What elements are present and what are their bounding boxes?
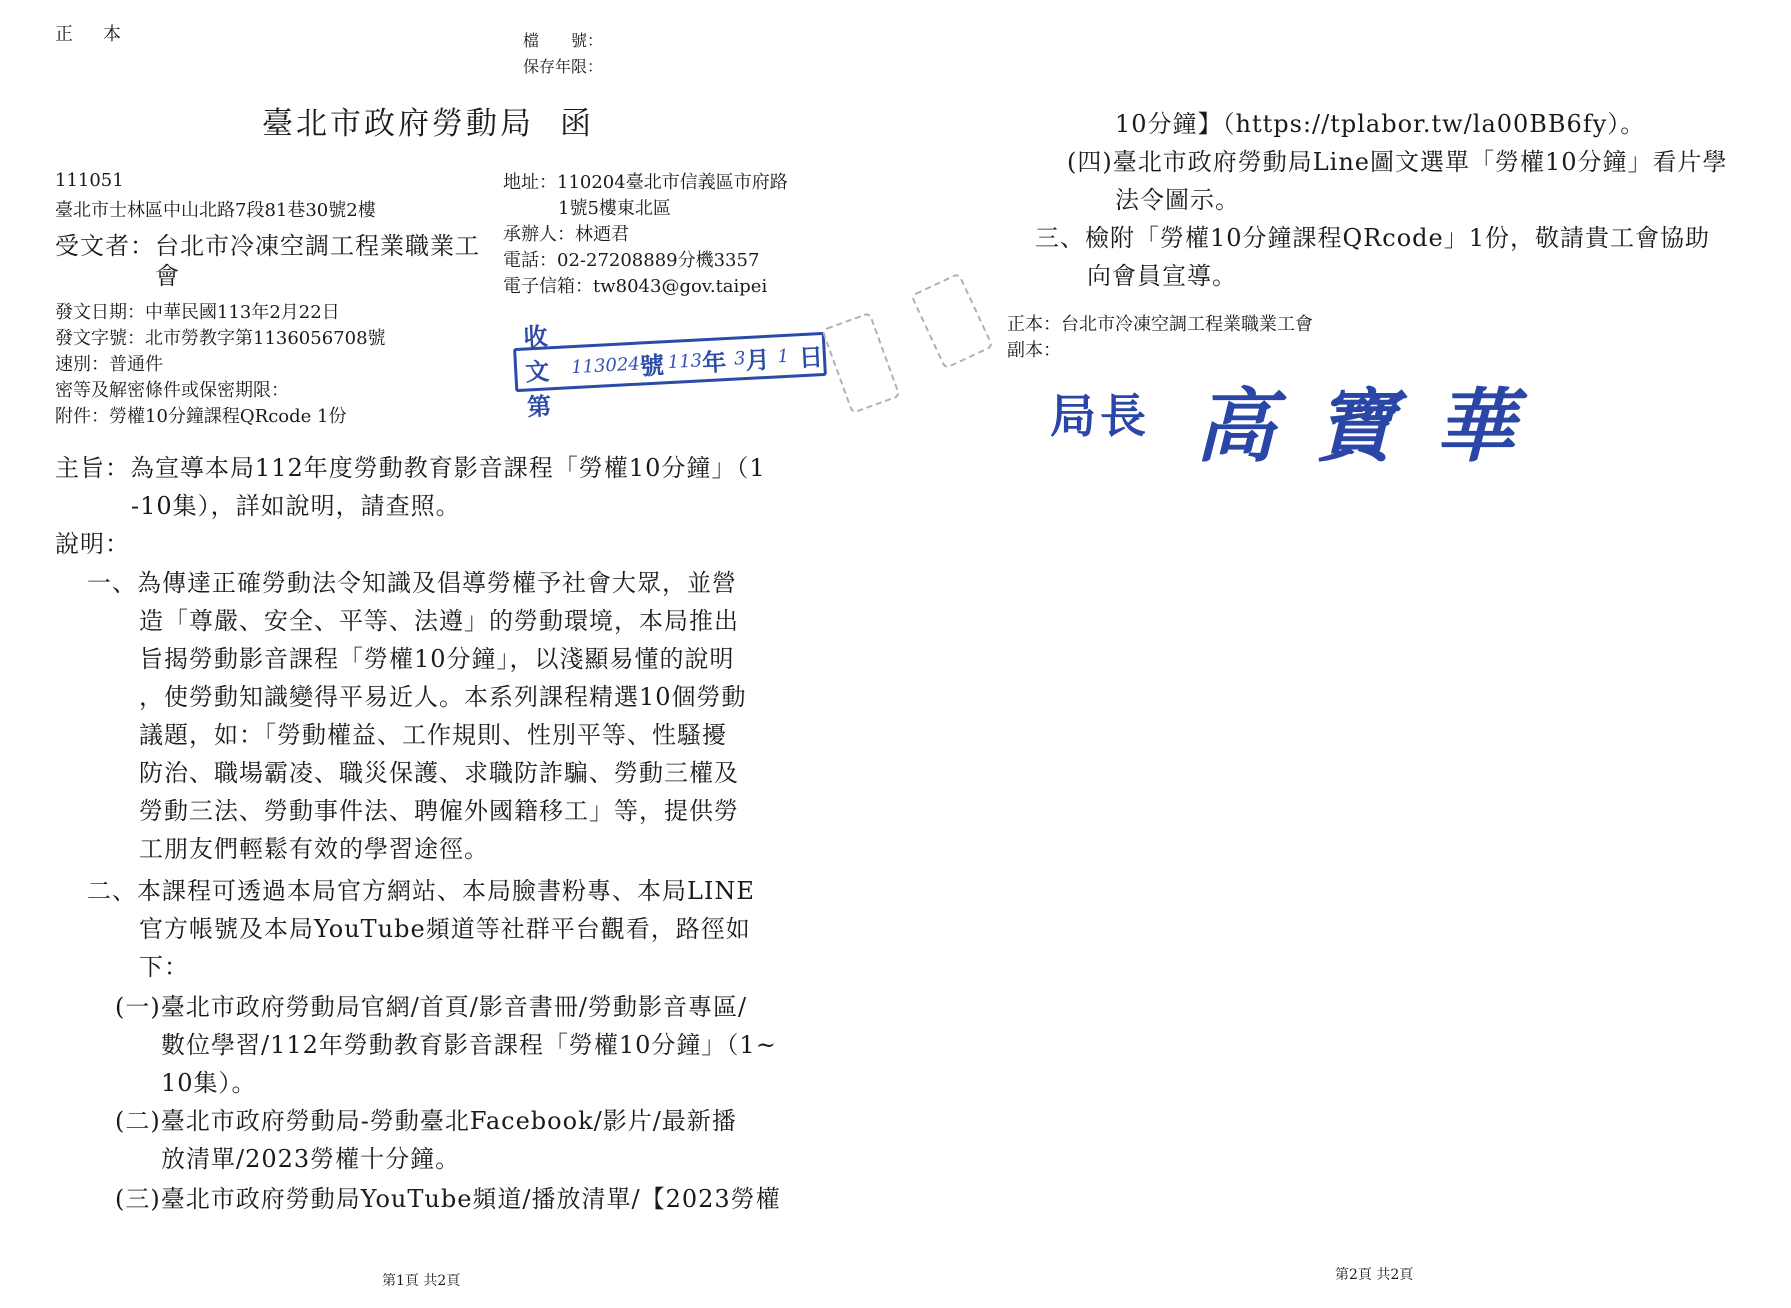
doc-title-org: 臺北市政府勞動局 [262,106,534,142]
email: 電子信箱：tw8043@gov.taipei [503,276,768,297]
stamp-ri: 日 [798,341,824,372]
recipient-line-2: 會 [155,262,179,290]
sender-address-2: 1號5樓東北區 [558,198,671,219]
stamp-nian: 年 [701,346,727,377]
page-number: 第1頁 共2頁 [382,1273,461,1289]
sub3-line: (三)臺北市政府勞動局YouTube頻道/播放清單/【2023勞權 [115,1185,781,1213]
stamp-number: 113024 [570,353,641,378]
sub4-line: 法令圖示。 [1115,186,1240,214]
sub1-line: 數位學習/112年勞動教育影音課程「勞權10分鐘」（1~ [161,1031,777,1059]
stamp-day: 1 [776,345,790,367]
attachment: 附件：勞權10分鐘課程QRcode 1份 [55,406,347,427]
stamp-received-label: 收文第 [522,320,552,422]
sub4-line: (四)臺北市政府勞動局Line圖文選單「勞權10分鐘」看片學 [1067,148,1728,176]
signature-name: 高寶華 [1195,379,1555,473]
sub2-line: (二)臺北市政府勞動局-勞動臺北Facebook/影片/最新播 [115,1107,737,1135]
item1-line: 一、為傳達正確勞動法令知識及倡導勞權予社會大眾，並營 [87,569,737,597]
item1-line: 防治、職場霸凌、職災保護、求職防詐騙、勞動三權及 [139,759,739,787]
doc-title-type: 函 [560,106,594,142]
handler: 承辦人：林迺君 [503,224,629,245]
item2-line: 二、本課程可透過本局官方網站、本局臉書粉專、本局LINE [87,877,755,905]
recipient-zip: 111051 [55,170,124,191]
item1-line: 造「尊嚴、安全、平等、法遵」的勞動環境，本局推出 [139,607,739,635]
signature-title: 局長 [1050,389,1150,443]
item1-line: 工朋友們輕鬆有效的學習途徑。 [139,835,489,863]
stamp-year: 113 [667,349,703,373]
retention-label: 保存年限： [523,57,604,76]
sub1-line: 10集）。 [161,1069,257,1097]
subject-line-1: 主旨：為宣導本局112年度勞動教育影音課程「勞權10分鐘」（1 [55,454,766,482]
phone: 電話：02-27208889分機3357 [503,250,760,271]
item1-line: 議題，如：「勞動權益、工作規則、性別平等、性騷擾 [139,721,727,749]
item2-line: 官方帳號及本局YouTube頻道等社群平台觀看，路徑如 [139,915,751,943]
item2-line: 下： [139,953,189,981]
sender-address-1: 地址：110204臺北市信義區市府路 [503,172,788,193]
item1-line: 勞動三法、勞動事件法、聘僱外國籍移工」等，提供勞 [139,797,739,825]
seal-mark [910,272,994,369]
copy-to: 正本：台北市冷凍空調工程業職業工會 [1007,314,1313,335]
secrecy: 密等及解密條件或保密期限： [55,380,289,401]
issue-number: 發文字號：北市勞教字第1136056708號 [55,328,386,349]
issue-date: 發文日期：中華民國113年2月22日 [55,302,340,323]
item3-line: 三、檢附「勞權10分鐘課程QRcode」1份，敬請貴工會協助 [1035,224,1711,252]
copy-type: 正 本 [55,24,127,45]
explain-label: 說明： [55,530,130,558]
seal-mark [821,312,901,414]
subject-line-2: -10集），詳如說明，請查照。 [131,492,461,520]
page-number: 第2頁 共2頁 [1335,1267,1414,1283]
sub2-line: 放清單/2023勞權十分鐘。 [161,1145,461,1173]
stamp-month: 3 [733,347,746,370]
item3-line: 向會員宣導。 [1087,262,1237,290]
cc: 副本： [1007,340,1061,361]
stamp-yue: 月 [744,344,771,375]
item1-line: ，使勞動知識變得平易近人。本系列課程精選10個勞動 [139,683,747,711]
recipient-address: 臺北市士林區中山北路7段81巷30號2樓 [55,200,376,221]
page-1 [0,0,895,1308]
stamp-hao: 號 [639,349,665,381]
speed: 速別：普通件 [55,354,163,375]
item1-line: 旨揭勞動影音課程「勞權10分鐘」，以淺顯易懂的說明 [139,645,735,673]
file-number-label: 檔 號： [523,31,604,50]
received-stamp [513,320,827,422]
recipient-line-1: 受文者：台北市冷凍空調工程業職業工 [55,232,480,260]
sub1-line: (一)臺北市政府勞動局官網/首頁/影音書冊/勞動影音專區/ [115,993,748,1021]
continued-line: 10分鐘】（https://tplabor.tw/la00BB6fy）。 [1115,110,1646,138]
page-2 [895,0,1791,1308]
